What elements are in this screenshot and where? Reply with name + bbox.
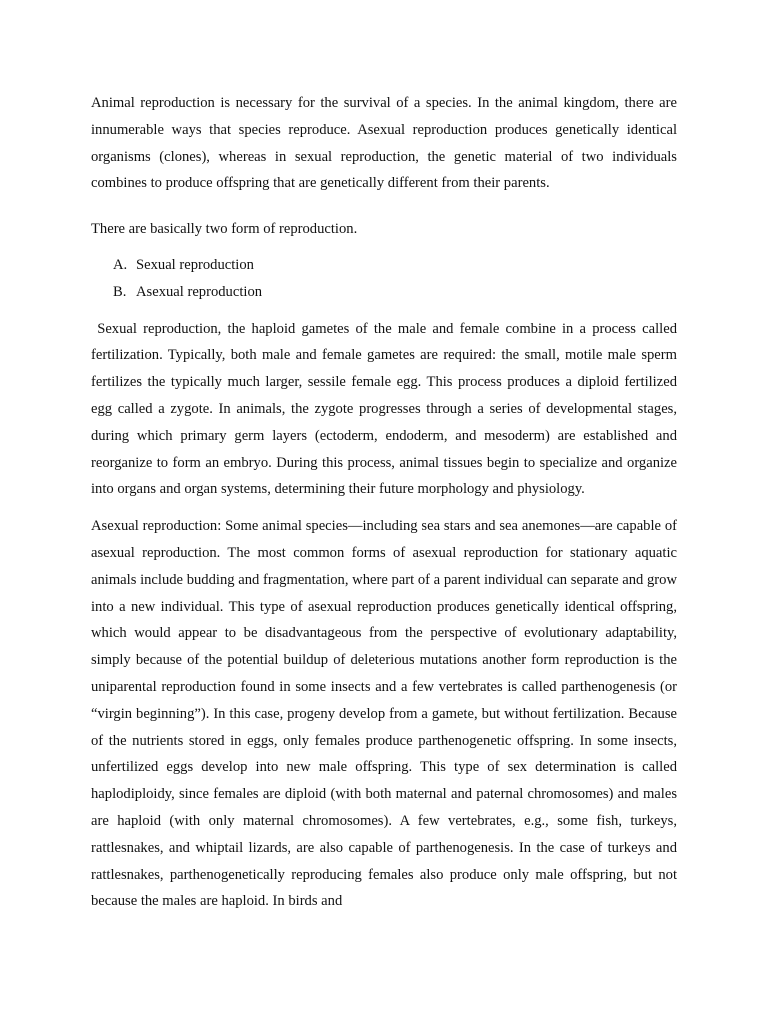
list-marker: B. <box>113 283 127 300</box>
sexual-reproduction-paragraph: Sexual reproduction, the haploid gametes of the male and female combine in a process called fertilization. Typically, both male and female gametes are required: the small, motile male sperm fertilizes the typically much larger, sessile female egg. This process produces a diploid fertilized egg called a zygote. In animals, the zygote progresses through a series of developmental stages, during which primary germ layers (ectoderm, endoderm, and mesoderm) are established and reorganize to form an embryo. During this process, animal tissues begin to specialize and organize into organs and organ systems, determining their future morphology and physiology. <box>91 320 681 498</box>
document-page <box>91 90 681 915</box>
list-item-text: Sexual reproduction <box>136 256 254 273</box>
list-item-text: Asexual reproduction <box>136 283 263 300</box>
forms-lead-paragraph: There are basically two form of reproduction. <box>91 221 358 238</box>
list-item <box>91 279 677 306</box>
list-marker: A. <box>113 256 128 273</box>
asexual-reproduction-paragraph: Asexual reproduction: Some animal species—including sea stars and sea anemones—are capable of asexual reproduction. The most common forms of asexual reproduction for stationary aquatic animals include budding and fragmentation, where part of a parent individual can separate and grow into a new individual. This type of asexual reproduction produces genetically identical offspring, which would appear to be disadvantageous from the perspective of evolutionary adaptability, simply because of the potential buildup of deleterious mutations another form reproduction is the uniparental reproduction found in some insects and a few vertebrates is called parthenogenesis (or “virgin beginning”). In this case, progeny develop from a gamete, but without fertilization. Because of the nutrients stored in eggs, only females produce parthenogenetic offspring. In some insects, unfertilized eggs develop into new male offspring. This type of sex determination is called haplodiploidy, since females are diploid (with both maternal and paternal chromosomes) and males are haploid (with only maternal chromosomes). A few vertebrates, e.g., some fish, turkeys, rattlesnakes, and whiptail lizards, are also capable of parthenogenesis. In the case of turkeys and rattlesnakes, parthenogenetically reproducing females also produce only male offspring, but not because the males are haploid. In birds and <box>91 518 677 910</box>
intro-paragraph: Animal reproduction is necessary for the survival of a species. In the animal kingdom, there are innumerable ways that species reproduce. Asexual reproduction produces genetically identical organisms (clones), whereas in sexual reproduction, the genetic material of two individuals combines to produce offspring that are genetically different from their parents. <box>91 95 677 192</box>
reproduction-forms-list <box>91 252 677 306</box>
list-item <box>91 252 677 279</box>
